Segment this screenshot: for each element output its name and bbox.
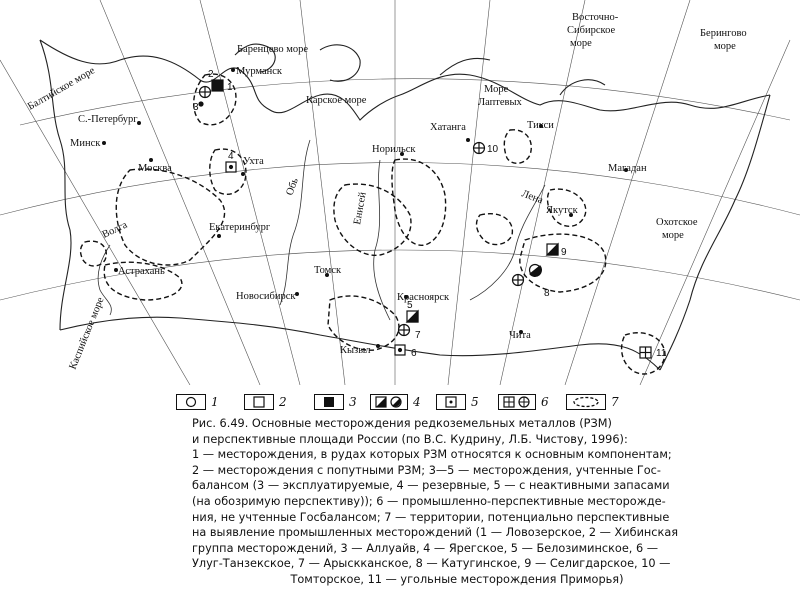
deposit-number: 1 (227, 82, 233, 93)
legend-number: 3 (349, 395, 357, 409)
label-ob: Обь (284, 176, 301, 198)
caption-line: Улуг-Танзекское, 7 — Арыскканское, 8 — Катугинское, 9 — Селигдарское, 10 — (192, 557, 671, 571)
legend (176, 392, 626, 414)
label-okhotsk-2: море (662, 230, 684, 241)
deposit-number-labels (193, 69, 667, 359)
caption-line: Рис. 6.49. Основные месторождения редкоземельных металлов (РЗМ) (192, 417, 612, 430)
legend-symbol-filled-square (314, 394, 344, 410)
label-ess-2: Сибирское (567, 25, 616, 36)
label-yenisei: Енисей (352, 191, 369, 226)
deposit-number: 2 (208, 69, 214, 80)
legend-number: 1 (211, 395, 219, 409)
label-volga: Волга (100, 219, 130, 241)
deposit-number: 6 (411, 348, 417, 359)
deposit-number: 10 (487, 144, 499, 155)
label-novosibirsk: Новосибирск (236, 291, 296, 302)
legend-number: 2 (279, 395, 287, 409)
label-kara: Карское море (306, 95, 367, 106)
label-minsk: Минск (70, 138, 101, 149)
label-murmansk: Мурманск (236, 66, 283, 77)
legend-symbol-square (244, 394, 274, 410)
label-magadan: Магадан (608, 163, 647, 174)
deposit-number: 9 (561, 247, 567, 258)
label-ukhta: Ухта (243, 156, 264, 167)
label-krasnoyarsk: Красноярск (397, 292, 450, 303)
label-ekaterinburg: Екатеринбург (209, 222, 271, 233)
label-ess-1: Восточно- (572, 12, 619, 23)
label-chita: Чита (509, 330, 531, 341)
deposit-number: 5 (407, 300, 413, 311)
legend-symbol-dashed-area (566, 394, 606, 410)
label-tiksi: Тикси (527, 120, 554, 131)
legend-number: 4 (413, 395, 421, 409)
label-caspian: Каспийское море (67, 295, 107, 372)
legend-number: 5 (471, 395, 479, 409)
caption-line: группа месторождений, 3 — Аллуайв, 4 — Ярегское, 5 — Белозиминское, 6 — (192, 541, 659, 555)
figure-caption (192, 416, 722, 588)
deposit-number: 7 (415, 330, 421, 341)
label-norilsk: Норильск (372, 144, 416, 155)
legend-item-4 (370, 392, 421, 412)
label-bering-2: море (714, 41, 736, 52)
label-tomsk: Томск (314, 265, 342, 276)
legend-symbol-dot-square (436, 394, 466, 410)
deposit-symbols (199, 80, 651, 358)
legend-symbol-crossed (498, 394, 536, 410)
legend-number: 6 (541, 395, 549, 409)
legend-number: 7 (611, 395, 619, 409)
caption-line: 2 — месторождения с попутными РЗМ; 3—5 — месторождения, учтенные Гос- (192, 463, 661, 477)
caption-line: Томторское, 11 — угольные месторождения Приморья) (290, 572, 624, 586)
label-barents: Баренцево море (237, 44, 309, 55)
label-bering-1: Берингово (700, 28, 747, 39)
caption-line: и перспективные площади России (по В.С. Кудрину, Л.Б. Чистову, 1996): (192, 432, 628, 446)
legend-item-7 (566, 392, 619, 412)
coastlines (40, 40, 770, 370)
legend-symbol-half-filled (370, 394, 408, 410)
label-laptev-2: Лаптевых (478, 97, 522, 108)
label-laptev-1: Море (484, 84, 509, 95)
legend-item-5 (436, 392, 479, 412)
label-spb: С.-Петербург (78, 114, 138, 125)
deposit-number: 11 (656, 348, 667, 359)
label-khatanga: Хатанга (430, 122, 466, 133)
perspective-areas (81, 74, 665, 374)
caption-line: балансом (3 — эксплуатируемые, 4 — резервные, 5 — с неактивными запасами (192, 479, 670, 493)
label-moscow: Москва (138, 163, 172, 174)
caption-line: 1 — месторождения, в рудах которых РЗМ относятся к основным компонентам; (192, 448, 672, 462)
legend-item-6 (498, 392, 549, 412)
label-baltic: Балтийское море (26, 65, 97, 113)
deposit-number: 3 (193, 102, 199, 113)
legend-item-1 (176, 392, 219, 412)
label-astrakhan: Астрахань (118, 266, 165, 277)
label-ess-3: море (570, 38, 592, 49)
caption-line: ния, не учтенные Госбалансом; 7 — территории, потенциально перспективные (192, 510, 670, 524)
caption-line: (на обозримую перспективу)); 6 — промышленно-перспективные месторожде- (192, 494, 666, 508)
label-yakutsk: Якутск (546, 205, 578, 216)
deposit-number: 8 (544, 288, 550, 299)
label-kyzyl: Кызыл (340, 345, 371, 356)
deposit-number: 4 (228, 151, 234, 162)
caption-line: на выявление промышленных месторождений (1 — Ловозерское, 2 — Хибинская (192, 526, 679, 540)
label-okhotsk-1: Охотское (656, 217, 698, 228)
legend-symbol-circle (176, 394, 206, 410)
legend-item-3 (314, 392, 357, 412)
legend-item-2 (244, 392, 287, 412)
label-lena: Лена (519, 188, 545, 207)
